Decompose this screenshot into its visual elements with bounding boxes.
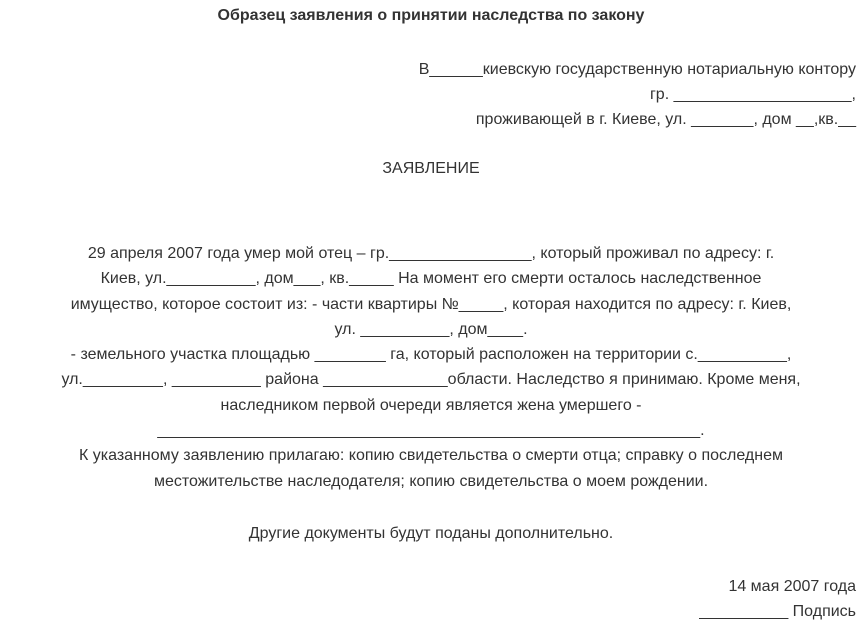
body-line: наследником первой очереди является жена умершего - [220,396,642,414]
date-line: 14 мая 2007 года [728,578,856,595]
body-line: имущество, которое состоит из: - части квартиры №_____, которая находится по адресу: г. Киев, [70,295,792,313]
addressee-line: В______киевскую государственную нотариальную контору [418,61,856,78]
document-heading: ЗАЯВЛЕНИЕ [382,160,480,177]
body-line: К указанному заявлению прилагаю: копию свидетельства о смерти отца; справку о последнем [79,447,783,465]
body-line: - земельного участка площадью ________ га, который расположен на территории с.__________, [70,346,792,364]
other-documents-note: Другие документы будут поданы дополнительно. [248,525,614,542]
document-title: Образец заявления о принятии наследства по закону [217,7,645,24]
body-line: местожительстве наследодателя; копию свидетельства о моем рождении. [153,472,709,490]
body-line: 29 апреля 2007 года умер мой отец – гр.________________, который проживал по адресу: г. [87,245,775,262]
body-line: _____________________________________________________________. [157,422,705,440]
body-line: ул. __________, дом____. [334,320,528,338]
body-line: Киев, ул.__________, дом___, кв._____ На момент его смерти осталось наследственное [100,270,762,288]
applicant-address-line: проживающей в г. Киеве, ул. _______, дом __,кв.__ [475,111,856,128]
body-line: ул._________, __________ района ______________области. Наследство я принимаю. Кроме меня, [61,371,801,389]
applicant-name-line: гр. ____________________, [649,86,856,103]
statement-body [0,241,862,494]
signature-line: __________ Подпись [699,603,856,620]
